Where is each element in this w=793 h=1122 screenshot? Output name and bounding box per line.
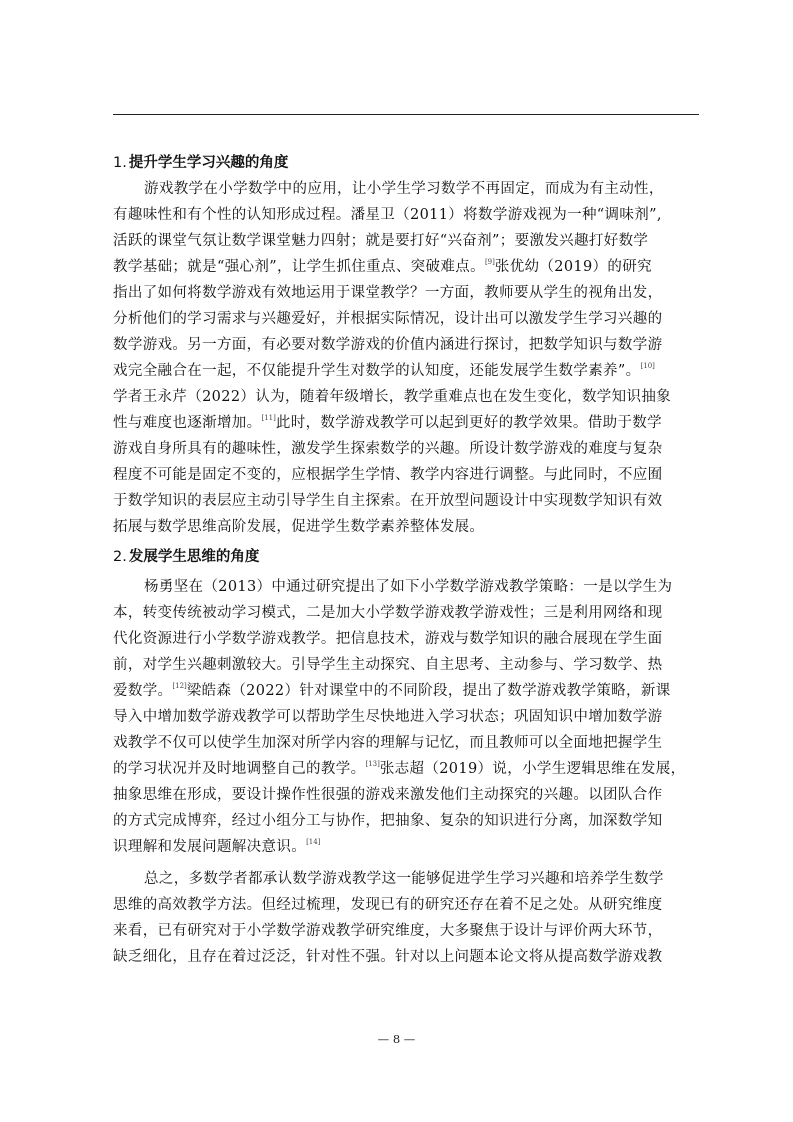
paragraph-line: 戏教学不仅可以使学生加深对所学内容的理解与记忆，而且教师可以全面地把握学生: [113, 735, 663, 751]
paragraph-text: 爱数学。: [113, 683, 173, 699]
paragraph-text: 此时，数学游戏教学可以起到更好的教学效果。借助于数学: [275, 415, 662, 431]
page-number: — 8 —: [377, 1032, 416, 1046]
header-rule: [113, 114, 699, 115]
paragraph-text: 的学习状况并及时地调整自己的教学。: [113, 761, 366, 777]
paragraph-line: 的方式完成博弈，经过小组分工与协作，把抽象、复杂的知识进行分离，加深数学知: [113, 813, 663, 829]
paragraph-text: 教学基础；就是“强心剂”，让学生抓住重点、突破难点。: [113, 259, 485, 275]
paragraph-line: [113, 678, 699, 704]
paragraph-line: 学者王永芹（2022）认为，随着年级增长，教学重难点也在发生变化，数学知识抽象: [113, 389, 672, 405]
paragraph-text: 张优幼（2019）的研究: [494, 259, 652, 275]
paragraph-line: 代化资源进行小学数学游戏教学。把信息技术，游戏与数学知识的融合展现在学生面: [113, 631, 663, 647]
paragraph-line: 程度不可能是固定不变的，应根据学生学情、教学内容进行调整。与此同时，不应囿: [113, 467, 663, 483]
paragraph-text: 性与难度也逐渐增加。: [113, 415, 262, 431]
page-content: [113, 150, 699, 970]
paragraph-line: 游戏自身所具有的趣味性，激发学生探索数学的兴趣。所设计数学游戏的难度与复杂: [113, 441, 663, 457]
paragraph-text: 梁皓森（2022）针对课堂中的不同阶段，提出了数学游戏教学策略，新课: [186, 683, 671, 699]
paragraph-line: [113, 254, 699, 280]
paragraph-text: 张志超（2019）说，小学生逻辑思维在发展，: [379, 761, 686, 777]
paragraph-line: 本，转变传统被动学习模式，二是加大小学数学游戏教学游戏性；三是利用网络和现: [113, 605, 663, 621]
paragraph-line: 指出了如何将数学游戏有效地运用于课堂教学？一方面，教师要从学生的视角出发，: [113, 285, 663, 301]
paragraph-line: 前，对学生兴趣刺激较大。引导学生主动探究、自主思考、主动参与、学习数学、热: [113, 657, 663, 673]
paragraph-line: 思维的高效教学方法。但经过梳理，发现已有的研究还存在着不足之处。从研究维度: [113, 897, 663, 913]
paragraph-line: [113, 410, 699, 436]
paragraph-line: 于数学知识的表层应主动引导学生自主探索。在开放型问题设计中实现数学知识有效: [113, 493, 663, 509]
paragraph-line: 分析他们的学习需求与兴趣爱好，并根据实际情况，设计出可以激发学生学习兴趣的: [113, 311, 663, 327]
paragraph-line: 拓展与数学思维高阶发展，促进学生数学素养整体发展。: [113, 519, 485, 535]
citation-ref: [10]: [640, 362, 655, 370]
paragraph-line: 导入中增加数学游戏教学可以帮助学生尽快地进入学习状态；巩固知识中增加数学游: [113, 709, 663, 725]
paragraph-line: 缺乏细化，且存在着过泛泛，针对性不强。针对以上问题本论文将从提高数学游戏教: [113, 949, 663, 965]
section-1-number: 1.: [113, 155, 127, 171]
citation-ref: [13]: [365, 760, 380, 768]
section-2-title: 发展学生思维的角度: [128, 549, 260, 565]
paragraph-text: 识理解和发展问题解决意识。: [113, 839, 307, 855]
paragraph-2: [113, 574, 699, 860]
citation-ref: [14]: [306, 838, 321, 846]
section-2-number: 2.: [113, 549, 127, 565]
paragraph-line: [113, 358, 699, 384]
citation-ref: [12]: [172, 682, 187, 690]
paragraph-text: 戏完全融合在一起，不仅能提升学生对数学的认知度，还能发展学生数学素养”。: [113, 363, 641, 379]
paragraph-3: [113, 866, 699, 970]
paragraph-line: 游戏教学在小学数学中的应用，让小学生学习数学不再固定，而成为有主动性，: [144, 181, 664, 197]
section-1-heading: [113, 150, 699, 176]
paragraph-line: 活跃的课堂气氛让数学课堂魅力四射；就是要打好“兴奋剂”；要激发兴趣打好数学: [113, 233, 649, 249]
paragraph-line: 总之，多数学者都承认数学游戏教学这一能够促进学生学习兴趣和培养学生数学: [144, 871, 664, 887]
paragraph-line: 抽象思维在形成，要设计操作性很强的游戏来激发他们主动探究的兴趣。以团队合作: [113, 787, 663, 803]
section-1-title: 提升学生学习兴趣的角度: [128, 155, 289, 171]
citation-ref: [11]: [261, 414, 276, 422]
paragraph-line: 数学游戏。另一方面，有必要对数学游戏的价值内涵进行探讨，把数学知识与数学游: [113, 337, 663, 353]
citation-ref: [9]: [484, 258, 495, 266]
section-2-heading: [113, 544, 699, 570]
paragraph-line: 来看，已有研究对于小学数学游戏教学研究维度，大多聚焦于设计与评价两大环节，: [113, 923, 663, 939]
paragraph-line: 杨勇坚在（2013）中通过研究提出了如下小学数学游戏教学策略：一是以学生为: [144, 579, 673, 595]
paragraph-line: 有趣味性和有个性的认知形成过程。潘星卫（2011）将数学游戏视为一种“调味剂”,: [113, 207, 662, 223]
paragraph-1: [113, 176, 699, 540]
paragraph-line: [113, 834, 699, 860]
paragraph-line: [113, 756, 699, 782]
